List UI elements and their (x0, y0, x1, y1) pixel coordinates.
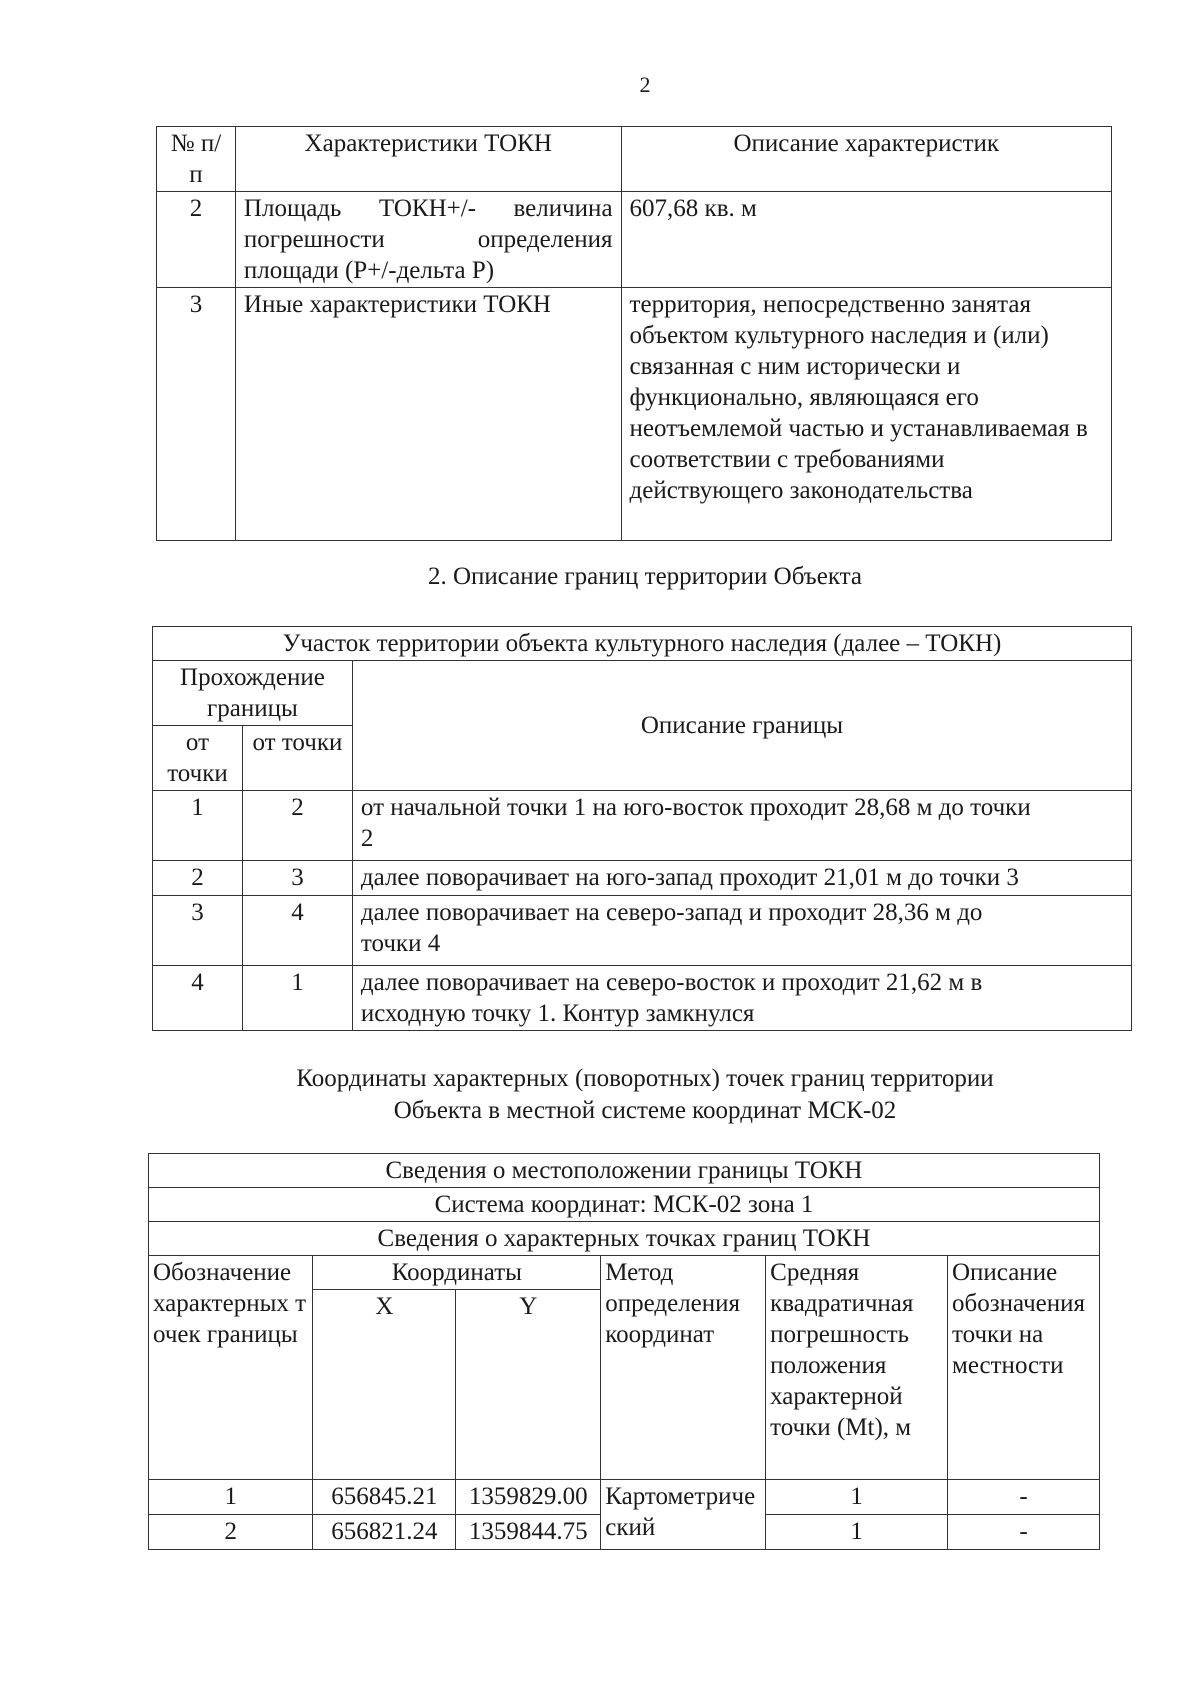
to-label: от точки (242, 726, 352, 791)
header-num: № п/п (157, 127, 236, 192)
location-info-row: Сведения о местоположении границы ТОКН (149, 1154, 1100, 1188)
boundary-description: далее поворачивает на северо-восток и проходит 21,62 м в исходную точку 1. Контур замкнулся (352, 966, 1131, 1031)
section-title: 2. Описание границ территории Объекта (428, 563, 862, 590)
point-desc-value: - (948, 1515, 1100, 1550)
point-number: 1 (149, 1480, 313, 1515)
boundary-caption: Участок территории объекта культурного наследия (далее – ТОКН) (153, 627, 1132, 661)
boundary-table (152, 626, 1132, 1031)
point-desc-value: - (948, 1480, 1100, 1515)
header-description: Описание характеристик (621, 127, 1111, 192)
passage-header: Прохождение границы (153, 661, 353, 726)
cell-value: 607,68 кв. м (621, 192, 1111, 288)
point-number: 2 (149, 1515, 313, 1550)
x-value: 656821.24 (313, 1515, 456, 1550)
point-desc-header: Описание обозначения точки на местности (948, 1256, 1100, 1480)
coordinate-system-row: Система координат: МСК-02 зона 1 (149, 1188, 1100, 1222)
cell-characteristic: Площадь ТОКН+/- величина погрешности определения площади (Р+/-дельта Р) (235, 192, 621, 288)
y-value: 1359844.75 (456, 1515, 601, 1550)
error-header: Средняя квадратичная погрешность положения характерной точки (Mt), м (766, 1256, 948, 1480)
to-point: 3 (242, 861, 352, 896)
cell-num: 3 (157, 288, 236, 541)
points-info-row: Сведения о характерных точках границ ТОКН (149, 1222, 1100, 1256)
from-point: 2 (153, 861, 243, 896)
page-number: 2 (639, 72, 651, 97)
boundary-description: далее поворачивает на юго-запад проходит 21,01 м до точки 3 (352, 861, 1131, 896)
to-point: 1 (242, 966, 352, 1031)
error-value: 1 (766, 1515, 948, 1550)
to-point: 4 (242, 896, 352, 966)
from-label: от точки (153, 726, 243, 791)
boundary-description: далее поворачивает на северо-запад и проходит 28,36 м до точки 4 (352, 896, 1131, 966)
boundary-description: от начальной точки 1 на юго-восток проходит 28,68 м до точки 2 (352, 791, 1131, 861)
error-value: 1 (766, 1480, 948, 1515)
coords-table (148, 1153, 1100, 1550)
x-value: 656845.21 (313, 1480, 456, 1515)
y-header: Y (456, 1290, 601, 1480)
header-characteristic: Характеристики ТОКН (235, 127, 621, 192)
characteristics-table (156, 126, 1112, 541)
method-value: Картометрический (601, 1480, 766, 1550)
from-point: 4 (153, 966, 243, 1031)
cell-value: территория, непосредственно занятая объектом культурного наследия и (или) связанная с ним исторически и функционально, являющаяся его неотъемлемой частью и устанавливаемая в соответствии с требованиями действующего законодательства (621, 288, 1111, 541)
cell-characteristic: Иные характеристики ТОКН (235, 288, 621, 541)
description-header: Описание границы (352, 661, 1131, 791)
to-point: 2 (242, 791, 352, 861)
from-point: 1 (153, 791, 243, 861)
designation-header: Обозначение характерных точек границы (149, 1256, 313, 1480)
method-header: Метод определения координат (601, 1256, 766, 1480)
y-value: 1359829.00 (456, 1480, 601, 1515)
x-header: X (313, 1290, 456, 1480)
from-point: 3 (153, 896, 243, 966)
coords-heading-line1: Координаты характерных (поворотных) точек границ территории (296, 1065, 994, 1092)
coords-heading-line2: Объекта в местной системе координат МСК-02 (393, 1097, 897, 1124)
cell-num: 2 (157, 192, 236, 288)
coords-header: Координаты (313, 1256, 601, 1290)
